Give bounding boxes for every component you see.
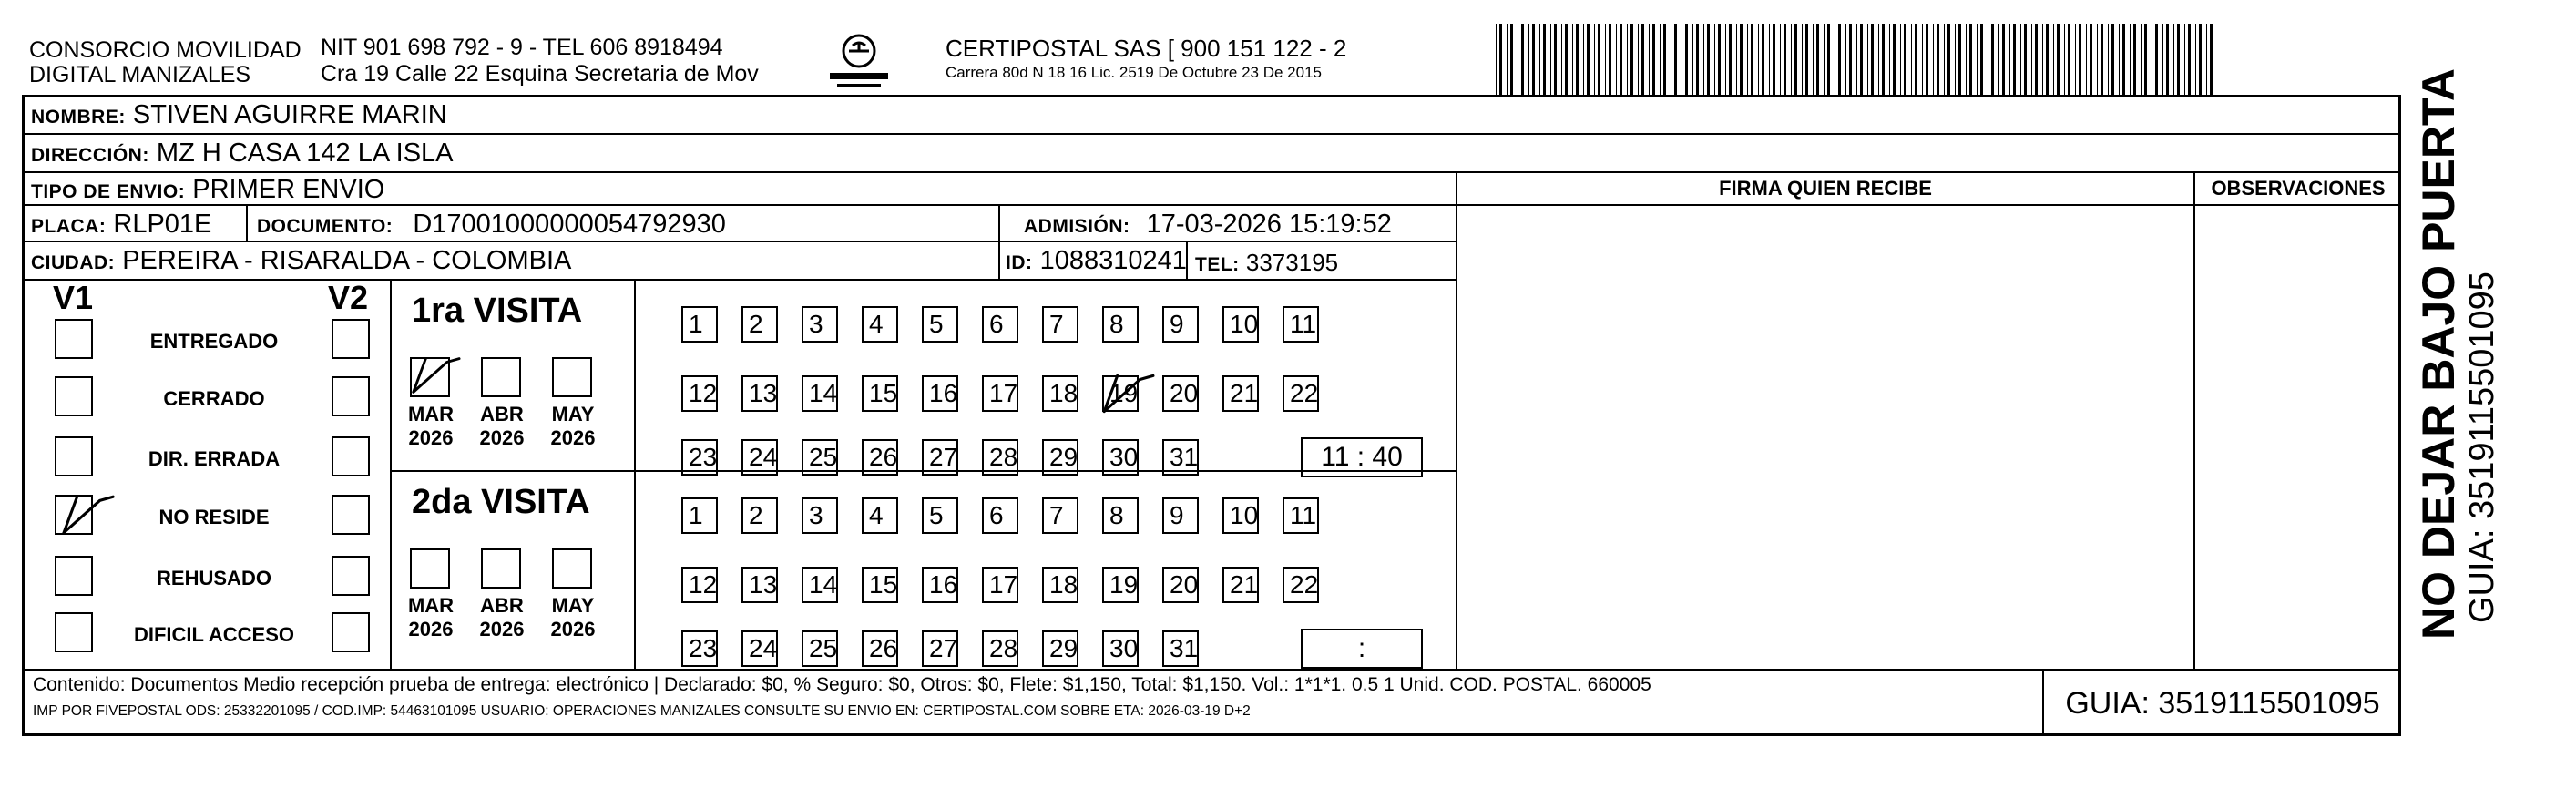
admision-value: 17-03-2026 15:19:52 bbox=[1146, 210, 1392, 239]
day-checkbox[interactable]: 25 bbox=[802, 439, 838, 476]
day-checkbox[interactable]: 25 bbox=[802, 630, 838, 667]
placa-label: PLACA: bbox=[31, 216, 107, 237]
day-checkbox[interactable]: 22 bbox=[1283, 375, 1319, 412]
day-checkbox[interactable]: 8 bbox=[1102, 306, 1139, 343]
status-checkbox-v2[interactable] bbox=[332, 495, 370, 535]
tel-label: TEL: bbox=[1195, 254, 1240, 275]
day-checkbox[interactable]: 28 bbox=[982, 439, 1018, 476]
day-checkbox[interactable]: 20 bbox=[1162, 375, 1199, 412]
month-label: MAR bbox=[407, 594, 455, 617]
firma-header: FIRMA QUIEN RECIBE bbox=[1719, 177, 1932, 200]
v1-header: V1 bbox=[53, 279, 94, 316]
month-label: ABR bbox=[480, 403, 524, 425]
day-checkbox[interactable]: 24 bbox=[741, 630, 778, 667]
carrier-details bbox=[946, 35, 1346, 84]
visit-time-field[interactable]: 11 : 40 bbox=[1301, 437, 1423, 477]
guia-number: GUIA: 3519115501095 bbox=[2042, 671, 2401, 736]
documento-value: D17001000000054792930 bbox=[413, 210, 726, 239]
month-label: ABR bbox=[480, 594, 524, 617]
year-label: 2026 bbox=[408, 426, 454, 449]
status-checkbox-v1[interactable] bbox=[55, 612, 93, 652]
admision-label: ADMISIÓN: bbox=[1024, 216, 1130, 237]
day-checkbox[interactable]: 21 bbox=[1222, 375, 1259, 412]
ciudad-value: PEREIRA - RISARALDA - COLOMBIA bbox=[122, 246, 572, 275]
id-field bbox=[1006, 246, 1187, 278]
day-checkbox[interactable]: 14 bbox=[802, 567, 838, 603]
month-checkbox[interactable] bbox=[410, 548, 450, 589]
day-checkbox[interactable]: 4 bbox=[862, 497, 898, 534]
day-checkbox[interactable]: 23 bbox=[681, 439, 718, 476]
day-checkbox[interactable]: 10 bbox=[1222, 497, 1259, 534]
day-checkbox[interactable]: 13 bbox=[741, 567, 778, 603]
status-checkbox-v1[interactable] bbox=[55, 495, 93, 535]
year-label: 2026 bbox=[550, 426, 596, 449]
day-checkbox[interactable]: 23 bbox=[681, 630, 718, 667]
day-checkbox[interactable]: 11 bbox=[1283, 497, 1319, 534]
sender-details bbox=[321, 35, 759, 87]
year-label: 2026 bbox=[479, 426, 525, 449]
day-checkbox[interactable]: 2 bbox=[741, 497, 778, 534]
nombre-value: STIVEN AGUIRRE MARIN bbox=[132, 100, 447, 129]
day-checkbox[interactable]: 31 bbox=[1162, 439, 1199, 476]
visit-title: 1ra VISITA bbox=[412, 292, 583, 330]
day-checkbox[interactable]: 29 bbox=[1042, 630, 1078, 667]
admision-field bbox=[1024, 210, 1392, 241]
side-guia-text: GUIA: 3519115501095 bbox=[2463, 272, 2501, 623]
year-label: 2026 bbox=[479, 618, 525, 640]
documento-field bbox=[257, 210, 726, 241]
day-checkbox[interactable]: 7 bbox=[1042, 306, 1078, 343]
visit-title: 2da VISITA bbox=[412, 483, 590, 521]
documento-label: DOCUMENTO: bbox=[257, 216, 394, 237]
nombre-field bbox=[31, 100, 447, 132]
day-checkbox[interactable]: 8 bbox=[1102, 497, 1139, 534]
barcode-icon bbox=[1496, 24, 2217, 95]
day-checkbox[interactable]: 7 bbox=[1042, 497, 1078, 534]
status-option-label: REHUSADO bbox=[157, 567, 271, 589]
visit-time-field[interactable]: : bbox=[1301, 629, 1423, 669]
sender-company-line1: CONSORCIO MOVILIDAD bbox=[29, 37, 302, 63]
tel-field bbox=[1195, 248, 1338, 280]
year-label: 2026 bbox=[408, 618, 454, 640]
tipo-envio-value: PRIMER ENVIO bbox=[192, 175, 385, 204]
day-checkbox[interactable]: 27 bbox=[922, 439, 958, 476]
status-option-label: DIR. ERRADA bbox=[148, 447, 281, 470]
day-checkbox[interactable]: 30 bbox=[1102, 630, 1139, 667]
status-checkbox-v1[interactable] bbox=[55, 319, 93, 359]
day-checkbox[interactable]: 26 bbox=[862, 439, 898, 476]
month-checkbox[interactable] bbox=[410, 357, 450, 397]
sender-company-line2: DIGITAL MANIZALES bbox=[29, 62, 251, 87]
status-checkbox-v1[interactable] bbox=[55, 556, 93, 596]
day-checkbox[interactable]: 5 bbox=[922, 306, 958, 343]
ciudad-label: CIUDAD: bbox=[31, 252, 116, 273]
day-checkbox[interactable]: 12 bbox=[681, 375, 718, 412]
status-option-label: DIFICIL ACCESO bbox=[133, 623, 294, 646]
day-checkbox[interactable]: 12 bbox=[681, 567, 718, 603]
cell-divider bbox=[246, 204, 248, 241]
day-checkbox[interactable]: 9 bbox=[1162, 306, 1199, 343]
footer-print-line: IMP POR FIVEPOSTAL ODS: 25332201095 / COD.IMP: 54463101095 USUARIO: OPERACIONES MANIZALES CONSULTE SU ENVIO EN: CERTIPOSTAL.COM SOBRE ETA: 2026-03-19 D+2 bbox=[33, 703, 1251, 719]
column-divider bbox=[2193, 171, 2195, 669]
day-checkbox[interactable]: 19 bbox=[1102, 567, 1139, 603]
day-checkbox[interactable]: 16 bbox=[922, 567, 958, 603]
day-checkbox[interactable]: 17 bbox=[982, 375, 1018, 412]
tipo-envio-label: TIPO DE ENVIO: bbox=[31, 181, 186, 202]
side-warning-text: NO DEJAR BAJO PUERTA bbox=[2413, 68, 2464, 640]
day-checkbox[interactable]: 30 bbox=[1102, 439, 1139, 476]
day-checkbox[interactable]: 15 bbox=[862, 567, 898, 603]
year-label: 2026 bbox=[550, 618, 596, 640]
day-checkbox[interactable]: 17 bbox=[982, 567, 1018, 603]
month-checkbox[interactable] bbox=[481, 548, 521, 589]
cell-divider bbox=[998, 204, 1000, 279]
day-checkbox[interactable]: 24 bbox=[741, 439, 778, 476]
side-warning bbox=[2413, 68, 2560, 640]
status-option-label: NO RESIDE bbox=[158, 506, 270, 528]
footer-content-line: Contenido: Documentos Medio recepción prueba de entrega: electrónico | Declarado: $0, % Seguro: $0, Otros: $0, Flete: $1,150, Total: $1,150. Vol.: 1*1*1. 0.5 1 Unid. COD. POSTAL. 660005 bbox=[33, 674, 1651, 695]
day-checkbox[interactable]: 11 bbox=[1283, 306, 1319, 343]
day-checkbox[interactable]: 21 bbox=[1222, 567, 1259, 603]
row-divider bbox=[22, 133, 2401, 135]
sender-nit-line: NIT 901 698 792 - 9 - TEL 606 8918494 bbox=[321, 35, 723, 60]
status-checkbox-v2[interactable] bbox=[332, 319, 370, 359]
status-divider bbox=[390, 279, 392, 669]
status-checkbox-v2[interactable] bbox=[332, 556, 370, 596]
status-checkbox-v1[interactable] bbox=[55, 436, 93, 476]
carrier-address: Carrera 80d N 18 16 Lic. 2519 De Octubre 23 De 2015 bbox=[946, 64, 1322, 81]
sender-company bbox=[29, 38, 302, 87]
month-checkbox[interactable] bbox=[481, 357, 521, 397]
placa-value: RLP01E bbox=[113, 210, 212, 239]
day-checkbox[interactable]: 6 bbox=[982, 497, 1018, 534]
day-checkbox[interactable]: 2 bbox=[741, 306, 778, 343]
day-checkbox[interactable]: 1 bbox=[681, 497, 718, 534]
status-checkbox-v2[interactable] bbox=[332, 376, 370, 416]
sender-address-line: Cra 19 Calle 22 Esquina Secretaria de Mov bbox=[321, 61, 759, 87]
month-label: MAR bbox=[407, 403, 455, 425]
ciudad-field bbox=[31, 246, 571, 278]
day-checkbox[interactable]: 3 bbox=[802, 497, 838, 534]
direccion-field bbox=[31, 138, 454, 170]
tel-value: 3373195 bbox=[1245, 249, 1339, 276]
id-value: 1088310241 bbox=[1039, 246, 1187, 275]
carrier-line: CERTIPOSTAL SAS [ 900 151 122 - 2 bbox=[946, 35, 1347, 62]
status-checkbox-v2[interactable] bbox=[332, 612, 370, 652]
status-checkbox-v2[interactable] bbox=[332, 436, 370, 476]
row-divider bbox=[22, 171, 2401, 173]
day-checkbox[interactable]: 16 bbox=[922, 375, 958, 412]
day-checkbox[interactable]: 22 bbox=[1283, 567, 1319, 603]
day-checkbox[interactable]: 9 bbox=[1162, 497, 1199, 534]
day-checkbox[interactable]: 15 bbox=[862, 375, 898, 412]
day-checkbox[interactable]: 13 bbox=[741, 375, 778, 412]
status-option-label: CERRADO bbox=[163, 387, 265, 410]
status-option-label: ENTREGADO bbox=[149, 330, 279, 353]
day-checkbox[interactable]: 4 bbox=[862, 306, 898, 343]
direccion-label: DIRECCIÓN: bbox=[31, 145, 149, 166]
day-checkbox[interactable]: 18 bbox=[1042, 375, 1078, 412]
certipostal-logo-icon bbox=[824, 31, 894, 95]
month-checkbox[interactable] bbox=[552, 548, 592, 589]
day-checkbox[interactable]: 31 bbox=[1162, 630, 1199, 667]
visit-title-divider bbox=[634, 279, 636, 669]
day-checkbox[interactable]: 18 bbox=[1042, 567, 1078, 603]
month-label: MAY bbox=[551, 594, 595, 617]
day-checkbox[interactable]: 28 bbox=[982, 630, 1018, 667]
day-checkbox[interactable]: 1 bbox=[681, 306, 718, 343]
day-checkbox[interactable]: 20 bbox=[1162, 567, 1199, 603]
day-checkbox[interactable]: 5 bbox=[922, 497, 958, 534]
day-checkbox[interactable]: 14 bbox=[802, 375, 838, 412]
id-label: ID: bbox=[1006, 252, 1033, 273]
day-checkbox[interactable]: 26 bbox=[862, 630, 898, 667]
tipo-envio-field bbox=[31, 175, 384, 207]
observaciones-header: OBSERVACIONES bbox=[2211, 177, 2386, 200]
day-checkbox[interactable]: 3 bbox=[802, 306, 838, 343]
month-checkbox[interactable] bbox=[552, 357, 592, 397]
v2-header: V2 bbox=[328, 279, 369, 316]
day-checkbox[interactable]: 29 bbox=[1042, 439, 1078, 476]
day-checkbox[interactable]: 6 bbox=[982, 306, 1018, 343]
day-checkbox[interactable]: 19 bbox=[1102, 375, 1139, 412]
nombre-label: NOMBRE: bbox=[31, 107, 126, 128]
direccion-value: MZ H CASA 142 LA ISLA bbox=[156, 138, 454, 168]
month-label: MAY bbox=[551, 403, 595, 425]
status-checkbox-v1[interactable] bbox=[55, 376, 93, 416]
day-checkbox[interactable]: 27 bbox=[922, 630, 958, 667]
placa-field bbox=[31, 210, 211, 241]
column-divider bbox=[1456, 171, 1457, 669]
day-checkbox[interactable]: 10 bbox=[1222, 306, 1259, 343]
